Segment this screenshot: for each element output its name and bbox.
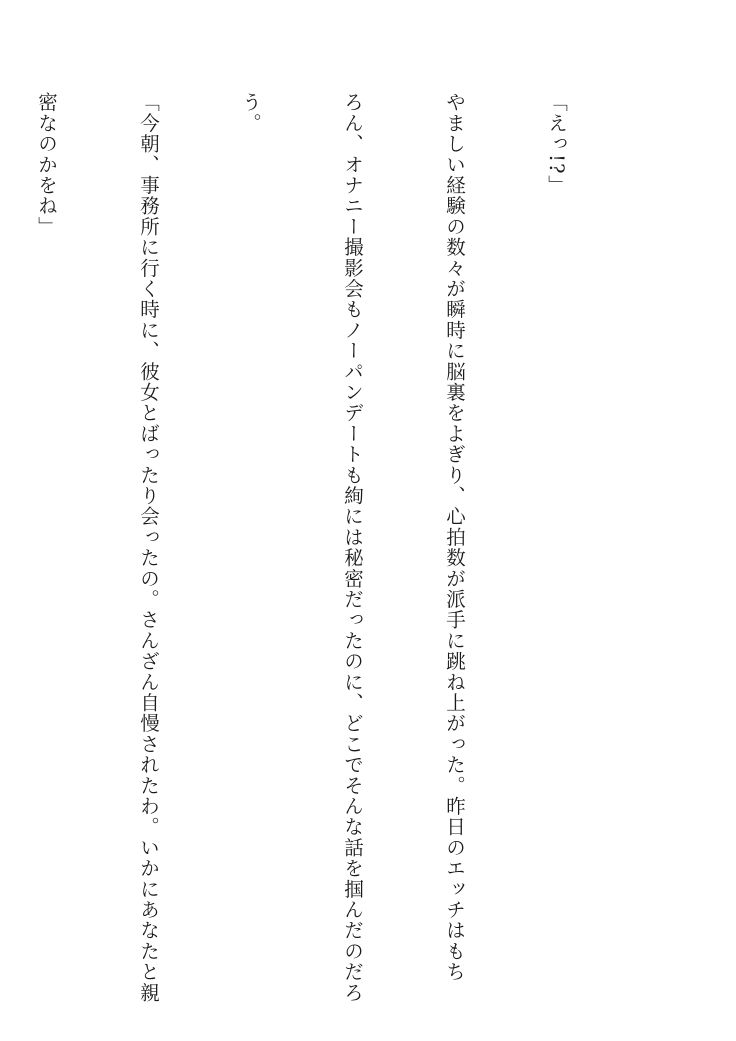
text-line: やましい経験の数々が瞬時に脳裏をよぎり、心拍数が派手に跳ね上がった。昨日のエッチはもち <box>443 92 466 983</box>
text-line: う。 <box>239 92 262 134</box>
text-line: 密なのかをね」 <box>35 92 58 237</box>
text-line: 「今朝、事務所に行く時に、彼女とばったり会ったの。さんざん自慢されたわ。いかにあなたと親 <box>137 92 160 1003</box>
text-line: ろん、オナニー撮影会もノーパンデートも絢には秘密だったのに、どこでそんな話を掴んだのだろ <box>341 92 364 1003</box>
vertical-text-body <box>35 92 641 1003</box>
text-line: 「えっ!?」 <box>545 92 568 196</box>
